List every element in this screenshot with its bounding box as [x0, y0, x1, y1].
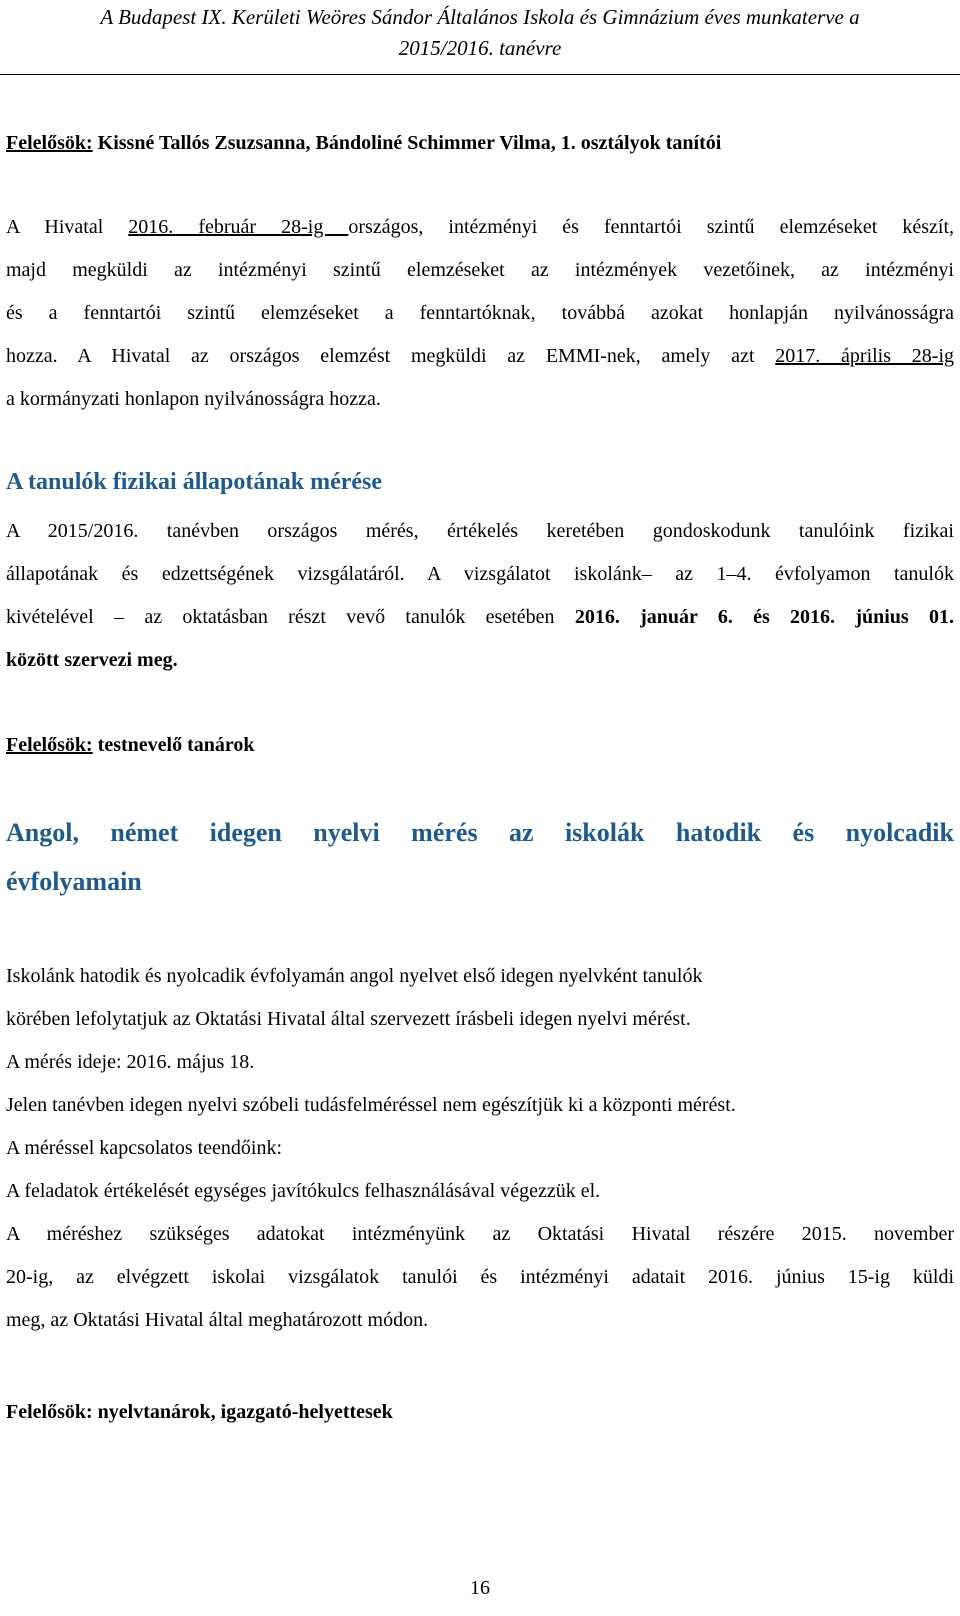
date-underlined: 2017. április 28-ig — [775, 345, 954, 367]
responsible-text: nyelvtanárok, igazgató-helyettesek — [92, 1401, 393, 1423]
responsible-3 — [6, 1397, 954, 1427]
section2-line-3: A mérés ideje: 2016. május 18. — [6, 1051, 255, 1073]
paragraph-language — [6, 955, 954, 1342]
para1-line-2: majd megküldi az intézményi szintű elemzéseket az intézmények vezetőinek, az intézményi — [6, 259, 954, 281]
date-range-bold: 2016. január 6. és 2016. június 01. — [574, 606, 955, 628]
header-line-2: 2015/2016. tanévre — [398, 36, 562, 60]
section2-line-4: Jelen tanévben idegen nyelvi szóbeli tudásfelméréssel nem egészítjük ki a központi mérést. — [6, 1094, 736, 1116]
section2-line-9: meg, az Oktatási Hivatal által meghatározott módon. — [6, 1309, 429, 1331]
para1-line-5: a kormányzati honlapon nyilvánosságra hozza. — [6, 388, 381, 410]
section2-title-line-1: Angol, német idegen nyelvi mérés az iskolák hatodik és nyolcadik — [6, 818, 954, 847]
responsible-text: Kissné Tallós Zsuzsanna, Bándoliné Schimmer Vilma, 1. osztályok tanítói — [92, 132, 722, 154]
paragraph-physical — [6, 510, 954, 682]
para1-line-3: és a fenntartói szintű elemzéseket a fenntartóknak, továbbá azokat honlapján nyilvánosságra — [6, 302, 954, 324]
section2-line-5: A méréssel kapcsolatos teendőink: — [6, 1137, 283, 1159]
section1-line-2: állapotának és edzettségének vizsgálatáról. A vizsgálatot iskolánk– az 1–4. évfolyamon tanulók — [6, 563, 954, 585]
para1-text: hozza. A Hivatal az országos elemzést megküldi az EMMI-nek, amely azt — [6, 345, 776, 367]
section1-line-3 — [6, 596, 954, 639]
date-underlined: 2016. február 28-ig — [128, 216, 349, 238]
header-line-1: A Budapest IX. Kerületi Weöres Sándor Általános Iskola és Gimnázium éves munkaterve a — [100, 5, 860, 29]
responsible-2 — [6, 730, 954, 760]
section-heading-physical: A tanulók fizikai állapotának mérése — [6, 469, 383, 495]
section1-line-4: között szervezi meg. — [6, 649, 178, 671]
para1-text: országos, intézményi és fenntartói szintű elemzéseket készít, — [348, 216, 954, 238]
section2-line-6: A feladatok értékelését egységes javítókulcs felhasználásával végezzük el. — [6, 1180, 601, 1202]
page-header — [0, 2, 960, 64]
section1-line-1: A 2015/2016. tanévben országos mérés, értékelés keretében gondoskodunk tanulóink fizikai — [6, 520, 954, 542]
section2-line-2: körében lefolytatjuk az Oktatási Hivatal által szervezett írásbeli idegen nyelvi mérést. — [6, 1008, 691, 1030]
page-number: 16 — [470, 1577, 490, 1599]
section2-line-7: A méréshez szükséges adatokat intézményünk az Oktatási Hivatal részére 2015. november — [6, 1223, 954, 1245]
responsible-text: testnevelő tanárok — [92, 734, 255, 756]
header-divider — [0, 74, 960, 75]
responsible-label: Felelősök: — [6, 132, 93, 154]
responsible-label: Felelősök: — [6, 734, 93, 756]
para1-line-4 — [6, 335, 954, 378]
section2-title-line-2: évfolyamain — [6, 867, 142, 896]
responsible-label: Felelősök: — [6, 1401, 93, 1423]
para1-line-1 — [6, 206, 954, 249]
section-heading-language — [6, 808, 954, 906]
section1-text: kivételével – az oktatásban részt vevő tanulók esetében — [6, 606, 575, 628]
paragraph-hivatal — [6, 206, 954, 421]
para1-text: A Hivatal — [6, 216, 129, 238]
section2-line-1: Iskolánk hatodik és nyolcadik évfolyamán angol nyelvet első idegen nyelvként tanulók — [6, 965, 703, 987]
section2-line-8: 20-ig, az elvégzett iskolai vizsgálatok tanulói és intézményi adatait 2016. június 15-ig küldi — [6, 1266, 954, 1288]
responsible-1 — [6, 128, 954, 158]
